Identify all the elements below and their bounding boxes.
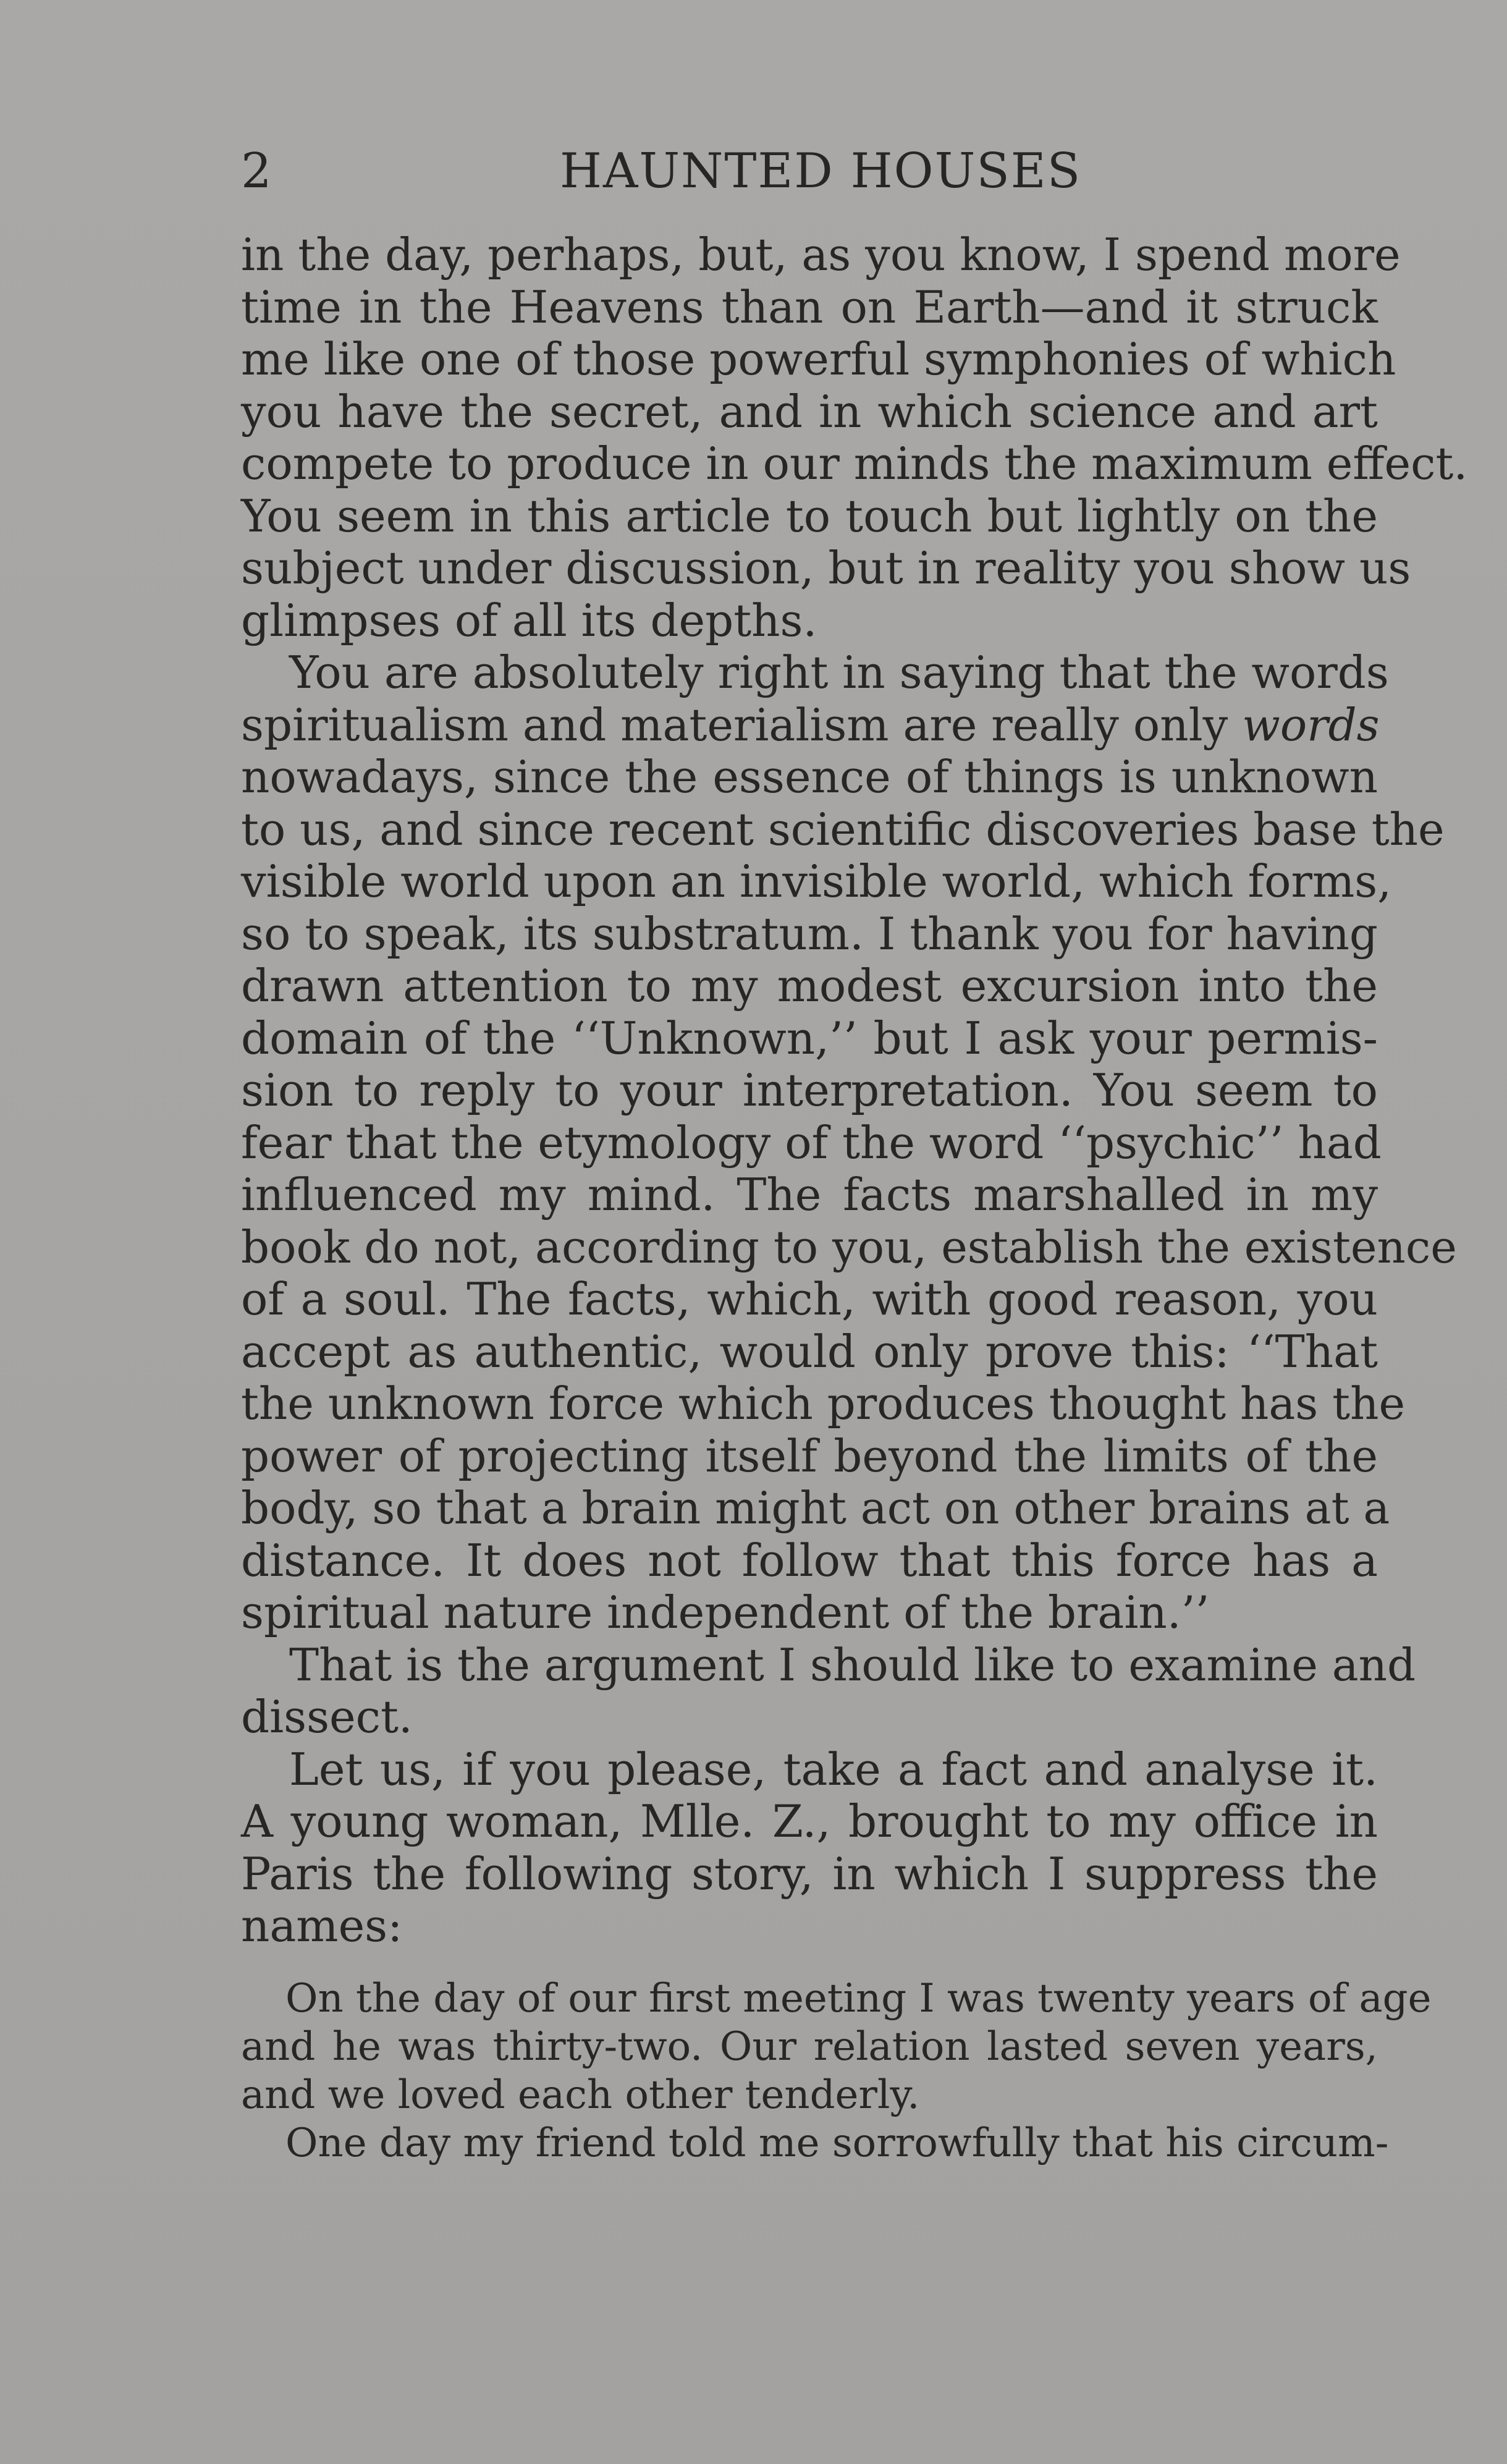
text-line: accept as authentic, would only prove this: ‘‘That xyxy=(241,1325,1378,1378)
quote-line: and he was thirty-two. Our relation lasted seven years, xyxy=(241,2023,1378,2070)
text-line-with-italic xyxy=(241,699,1378,751)
text-line: glimpses of all its depths. xyxy=(241,594,817,646)
text-line: You are absolutely right in saying that the words xyxy=(289,646,1389,698)
text-line: me like one of those powerful symphonies of which xyxy=(241,333,1396,385)
text-line: you have the secret, and in which science and art xyxy=(241,385,1378,438)
text-fragment: spiritualism and materialism are really only xyxy=(241,698,1228,751)
text-line: in the day, perhaps, but, as you know, I spend more xyxy=(241,229,1401,281)
text-line: nowadays, since the essence of things is unknown xyxy=(241,751,1378,803)
text-line: the unknown force which produces thought has the xyxy=(241,1378,1406,1429)
text-line: That is the argument I should like to examine and xyxy=(289,1638,1416,1691)
text-line: to us, and since recent scientific discoveries base the xyxy=(241,803,1445,855)
text-line: fear that the etymology of the word ‘‘psychic’’ had xyxy=(241,1116,1382,1169)
quote-line: On the day of our first meeting I was twenty years of age xyxy=(285,1975,1432,2022)
text-line: compete to produce in our minds the maximum effect. xyxy=(241,438,1468,489)
text-line: domain of the ‘‘Unknown,’’ but I ask your permis- xyxy=(241,1012,1378,1064)
text-line: influenced my mind. The facts marshalled in my xyxy=(241,1169,1378,1221)
text-line: book do not, according to you, establish the existence xyxy=(241,1221,1457,1273)
text-line: Let us, if you please, take a fact and analyse it. xyxy=(289,1743,1378,1795)
text-line: dissect. xyxy=(241,1691,413,1743)
paragraph-gap xyxy=(241,1952,1378,1975)
block-quote xyxy=(241,1975,1432,2167)
italic-word: words xyxy=(1242,698,1380,751)
text-line: A young woman, Mlle. Z., brought to my office in xyxy=(241,1795,1378,1847)
text-line: spiritual nature independent of the brain.’’ xyxy=(241,1586,1210,1638)
quote-line: and we loved each other tenderly. xyxy=(241,2072,920,2118)
running-head xyxy=(241,137,1378,205)
text-line: Paris the following story, in which I suppress the xyxy=(241,1847,1378,1900)
text-line: of a soul. The facts, which, with good reason, you xyxy=(241,1273,1378,1325)
text-line: sion to reply to your interpretation. You seem to xyxy=(241,1064,1378,1116)
text-line: distance. It does not follow that this force has a xyxy=(241,1534,1378,1586)
text-line: drawn attention to my modest excursion into the xyxy=(241,960,1378,1012)
running-title: HAUNTED HOUSES xyxy=(560,143,1082,199)
text-line: body, so that a brain might act on other brains at a xyxy=(241,1482,1390,1534)
body-text xyxy=(241,229,1468,2167)
text-line: time in the Heavens than on Earth—and it struck xyxy=(241,281,1378,333)
text-line: visible world upon an invisible world, which forms, xyxy=(241,855,1392,907)
text-line: power of projecting itself beyond the limits of the xyxy=(241,1429,1378,1482)
quote-line: One day my friend told me sorrowfully that his circum- xyxy=(285,2120,1389,2166)
text-line: names: xyxy=(241,1900,403,1952)
text-line: You seem in this article to touch but lightly on the xyxy=(241,489,1378,542)
page-number: 2 xyxy=(241,143,272,199)
text-line: so to speak, its substratum. I thank you for having xyxy=(241,907,1378,960)
text-line: subject under discussion, but in reality you show us xyxy=(241,542,1411,594)
